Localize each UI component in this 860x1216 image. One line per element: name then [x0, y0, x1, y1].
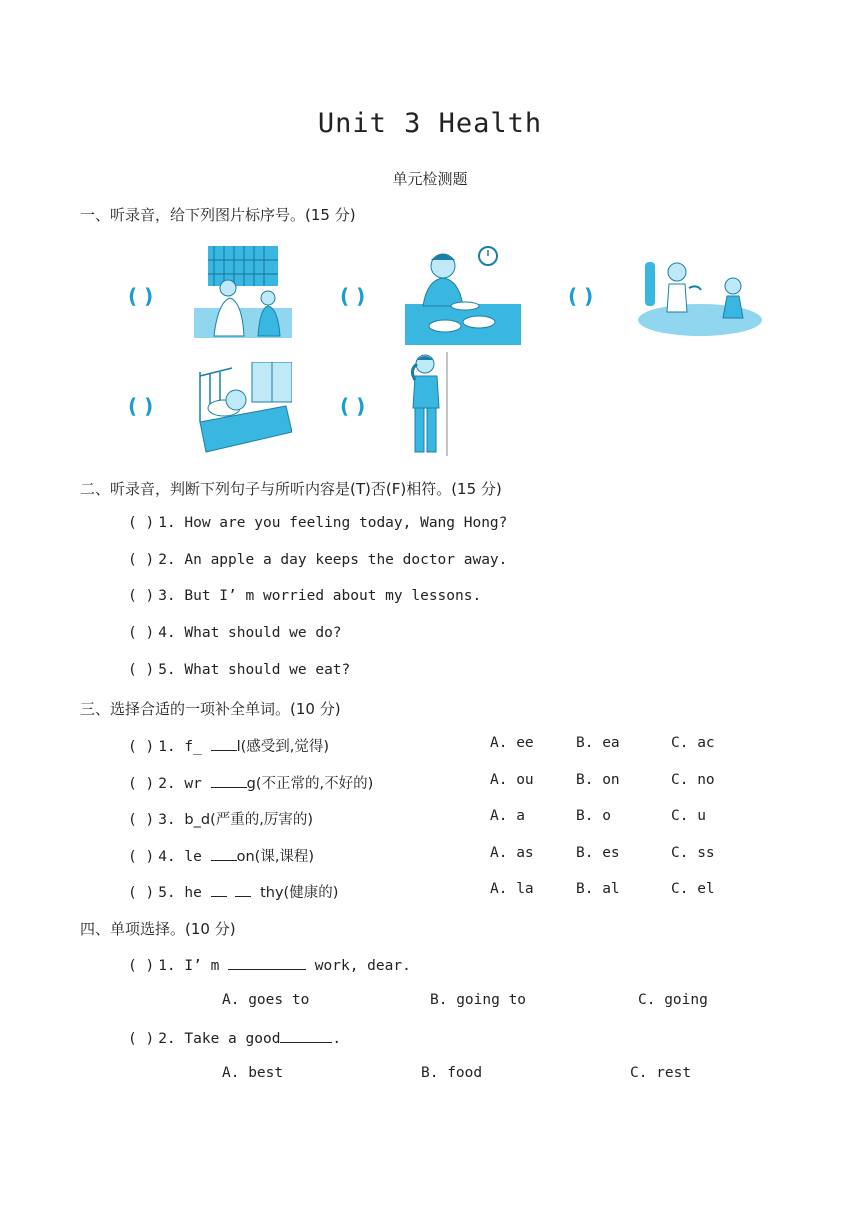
word-blank[interactable]: [211, 736, 237, 751]
sentence-text: 5. What should we eat?: [158, 662, 351, 678]
answer-paren-5[interactable]: ( ): [340, 394, 366, 418]
option-a[interactable]: A. ou: [490, 772, 534, 788]
tf-item-3: [128, 588, 481, 604]
word-suffix: g(不正常的,不好的): [246, 776, 374, 792]
sentence-text: 3. But I’ m worried about my lessons.: [158, 588, 482, 604]
option-b[interactable]: B. ea: [576, 735, 620, 751]
option-b[interactable]: B. on: [576, 772, 620, 788]
word-blank[interactable]: [235, 882, 251, 897]
option-c[interactable]: C. el: [671, 881, 715, 897]
answer-paren[interactable]: ( ): [128, 625, 155, 641]
word-item-2: [128, 772, 373, 793]
option-a[interactable]: A. as: [490, 845, 534, 861]
sentence-text: 1. How are you feeling today, Wang Hong?: [158, 515, 508, 531]
word-blank[interactable]: [211, 773, 247, 788]
doctor-examining-child-picture: [194, 246, 292, 344]
question-blank[interactable]: [280, 1028, 332, 1043]
answer-paren[interactable]: ( ): [128, 958, 155, 974]
option-c[interactable]: C. going: [638, 992, 708, 1008]
word-prefix: he: [184, 885, 202, 901]
answer-paren[interactable]: ( ): [128, 849, 155, 865]
tf-item-2: [128, 552, 507, 568]
word-suffix: on(课,课程): [236, 849, 315, 865]
answer-paren[interactable]: ( ): [128, 1031, 155, 1047]
boy-eating-meal-picture: [405, 244, 521, 345]
word-prefix: wr: [184, 776, 202, 792]
answer-paren[interactable]: ( ): [128, 776, 155, 792]
sentence-text: 2. An apple a day keeps the doctor away.: [158, 552, 508, 568]
section1-heading: 一、听录音，给下列图片标序号。(15 分): [80, 206, 356, 224]
children-playing-picture: [637, 256, 763, 336]
mc-item-2: [128, 1028, 341, 1047]
word-item-4: [128, 845, 314, 866]
mc-item-1: [128, 955, 411, 974]
answer-paren-3[interactable]: ( ): [568, 284, 594, 308]
tf-item-1: [128, 515, 507, 531]
word-item-3: [128, 808, 313, 829]
word-prefix: f_: [184, 739, 202, 755]
option-c[interactable]: C. rest: [630, 1065, 692, 1081]
item-number: 5.: [158, 885, 176, 901]
question-suffix: .: [332, 1031, 342, 1047]
item-number: 2.: [158, 776, 176, 792]
answer-paren[interactable]: ( ): [128, 515, 155, 531]
sentence-text: 4. What should we do?: [158, 625, 342, 641]
option-c[interactable]: C. ac: [671, 735, 715, 751]
answer-paren[interactable]: ( ): [128, 662, 155, 678]
word-prefix: le: [184, 849, 202, 865]
answer-paren-1[interactable]: ( ): [128, 284, 154, 308]
question-prefix: 2. Take a good: [158, 1031, 281, 1047]
question-prefix: 1. I’ m: [158, 958, 220, 974]
option-b[interactable]: B. food: [421, 1065, 483, 1081]
word-blank[interactable]: [211, 846, 237, 861]
word-prefix: b_d(严重的,厉害的): [184, 812, 313, 828]
option-a[interactable]: A. la: [490, 881, 534, 897]
section3-heading: 三、选择合适的一项补全单词。(10 分): [80, 700, 341, 718]
page-subtitle: 单元检测题: [392, 170, 468, 188]
page-title: Unit 3 Health: [317, 108, 543, 139]
answer-paren[interactable]: ( ): [128, 885, 155, 901]
word-suffix: l(感受到,觉得): [236, 739, 330, 755]
answer-paren-2[interactable]: ( ): [340, 284, 366, 308]
tf-item-4: [128, 625, 342, 641]
item-number: 4.: [158, 849, 176, 865]
word-suffix: thy(健康的): [260, 885, 339, 901]
option-a[interactable]: A. goes to: [222, 992, 310, 1008]
section4-heading: 四、单项选择。(10 分): [80, 920, 236, 938]
word-item-1: [128, 735, 329, 756]
option-b[interactable]: B. o: [576, 808, 611, 824]
option-b[interactable]: B. es: [576, 845, 620, 861]
option-b[interactable]: B. going to: [430, 992, 527, 1008]
boy-with-headache-picture: [405, 352, 449, 456]
answer-paren-4[interactable]: ( ): [128, 394, 154, 418]
section2-heading: 二、听录音，判断下列句子与所听内容是(T)否(F)相符。(15 分): [80, 480, 502, 498]
word-blank[interactable]: [211, 882, 227, 897]
option-c[interactable]: C. ss: [671, 845, 715, 861]
word-item-5: [128, 881, 338, 902]
item-number: 1.: [158, 739, 176, 755]
option-a[interactable]: A. ee: [490, 735, 534, 751]
sick-boy-in-bed-picture: [196, 362, 292, 454]
item-number: 3.: [158, 812, 176, 828]
option-b[interactable]: B. al: [576, 881, 620, 897]
answer-paren[interactable]: ( ): [128, 739, 155, 755]
answer-paren[interactable]: ( ): [128, 812, 155, 828]
question-suffix: work, dear.: [314, 958, 411, 974]
option-a[interactable]: A. best: [222, 1065, 284, 1081]
answer-paren[interactable]: ( ): [128, 552, 155, 568]
answer-paren[interactable]: ( ): [128, 588, 155, 604]
tf-item-5: [128, 662, 350, 678]
question-blank[interactable]: [228, 955, 306, 970]
option-c[interactable]: C. no: [671, 772, 715, 788]
option-c[interactable]: C. u: [671, 808, 706, 824]
option-a[interactable]: A. a: [490, 808, 525, 824]
